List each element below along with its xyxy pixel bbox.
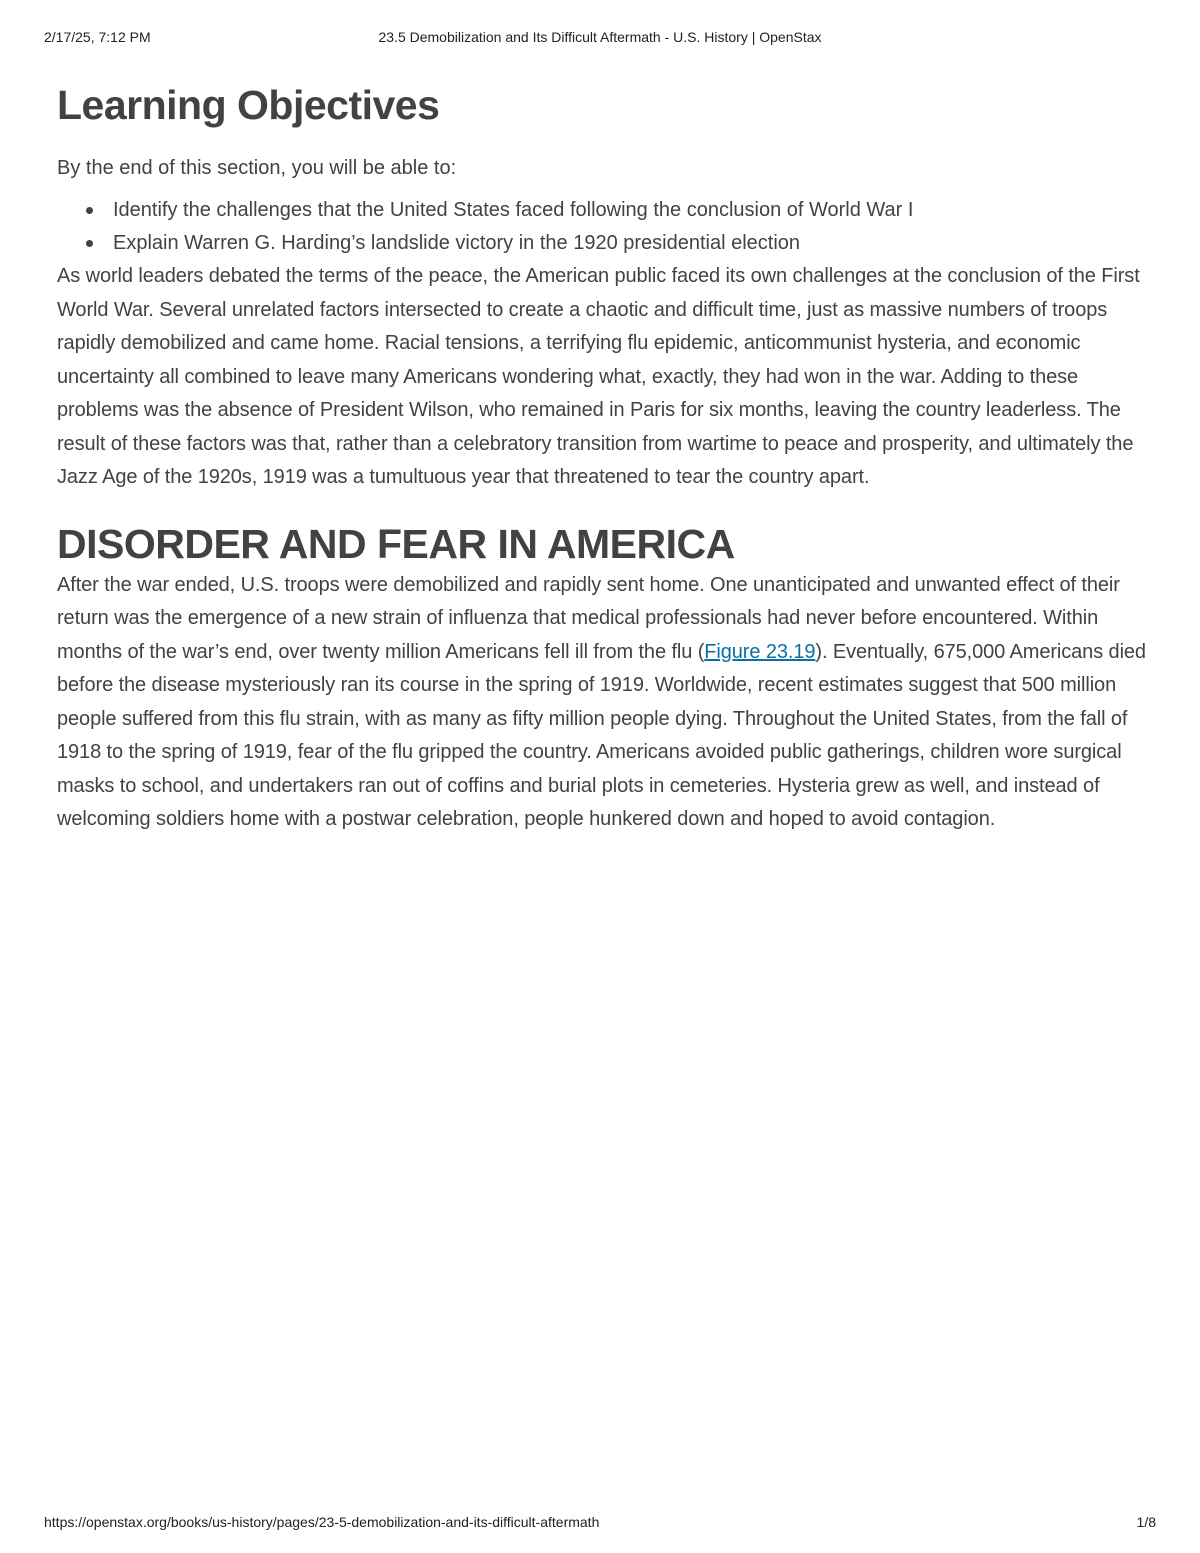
paragraph-text: ). Eventually, 675,000 Americans died before the disease mysteriously ran its course in the spring of 1919. Worldwide, recent estimates suggest that 500 million people suffered from this flu strain, with as many as fifty million people dying. Throughout the United States, from the fall of 1918 to the spring of 1919, fear of the flu gripped the country. Americans avoided public gatherings, children wore surgical masks to school, and undertakers ran out of coffins and burial plots in cemeteries. Hysteria grew as well, and instead of welcoming soldiers home with a postwar celebration, people hunkered down and hoped to avoid contagion. xyxy=(57,640,1146,830)
section-paragraph xyxy=(57,569,1147,837)
paragraph-text: After the war ended, U.S. troops were demobilized and rapidly sent home. One unanticipated and unwanted effect of their return was the emergence of a new strain of influenza that medical professionals had never before encountered. Within months of the war’s end, over twenty million Americans fell ill from the flu ( xyxy=(57,573,1120,663)
learning-objectives-list xyxy=(57,194,1147,260)
page-number: 1/8 xyxy=(1136,1514,1156,1530)
objective-text: Explain Warren G. Harding’s landslide victory in the 1920 presidential election xyxy=(113,232,801,254)
print-footer xyxy=(44,1514,1156,1534)
learning-objectives-heading: Learning Objectives xyxy=(57,82,440,128)
figure-23-19-link[interactable]: Figure 23.19 xyxy=(704,640,816,663)
section-heading: DISORDER AND FEAR IN AMERICA xyxy=(57,520,735,567)
main-content xyxy=(57,80,1147,837)
page-url: https://openstax.org/books/us-history/pages/23-5-demobilization-and-its-difficult-aftermath xyxy=(44,1514,600,1530)
list-item xyxy=(113,227,1147,260)
bullet-icon xyxy=(86,207,93,214)
intro-paragraph: As world leaders debated the terms of the peace, the American public faced its own challenges at the conclusion of the First World War. Several unrelated factors intersected to create a chaotic and difficult time, just as massive numbers of troops rapidly demobilized and came home. Racial tensions, a terrifying flu epidemic, anticommunist hysteria, and economic uncertainty all combined to leave many Americans wondering what, exactly, they had won in the war. Adding to these problems was the absence of President Wilson, who remained in Paris for six months, leaving the country leaderless. The result of these factors was that, rather than a celebratory transition from wartime to peace and prosperity, and ultimately the Jazz Age of the 1920s, 1919 was a tumultuous year that threatened to tear the country apart. xyxy=(57,265,1140,488)
print-page-title: 23.5 Demobilization and Its Difficult Aftermath - U.S. History | OpenStax xyxy=(378,29,822,45)
print-header xyxy=(44,29,1156,49)
bullet-icon xyxy=(86,240,93,247)
objective-text: Identify the challenges that the United States faced following the conclusion of World War I xyxy=(113,199,914,221)
list-item xyxy=(113,194,1147,227)
learning-objectives-intro: By the end of this section, you will be able to: xyxy=(57,157,457,179)
print-datetime: 2/17/25, 7:12 PM xyxy=(44,29,151,45)
